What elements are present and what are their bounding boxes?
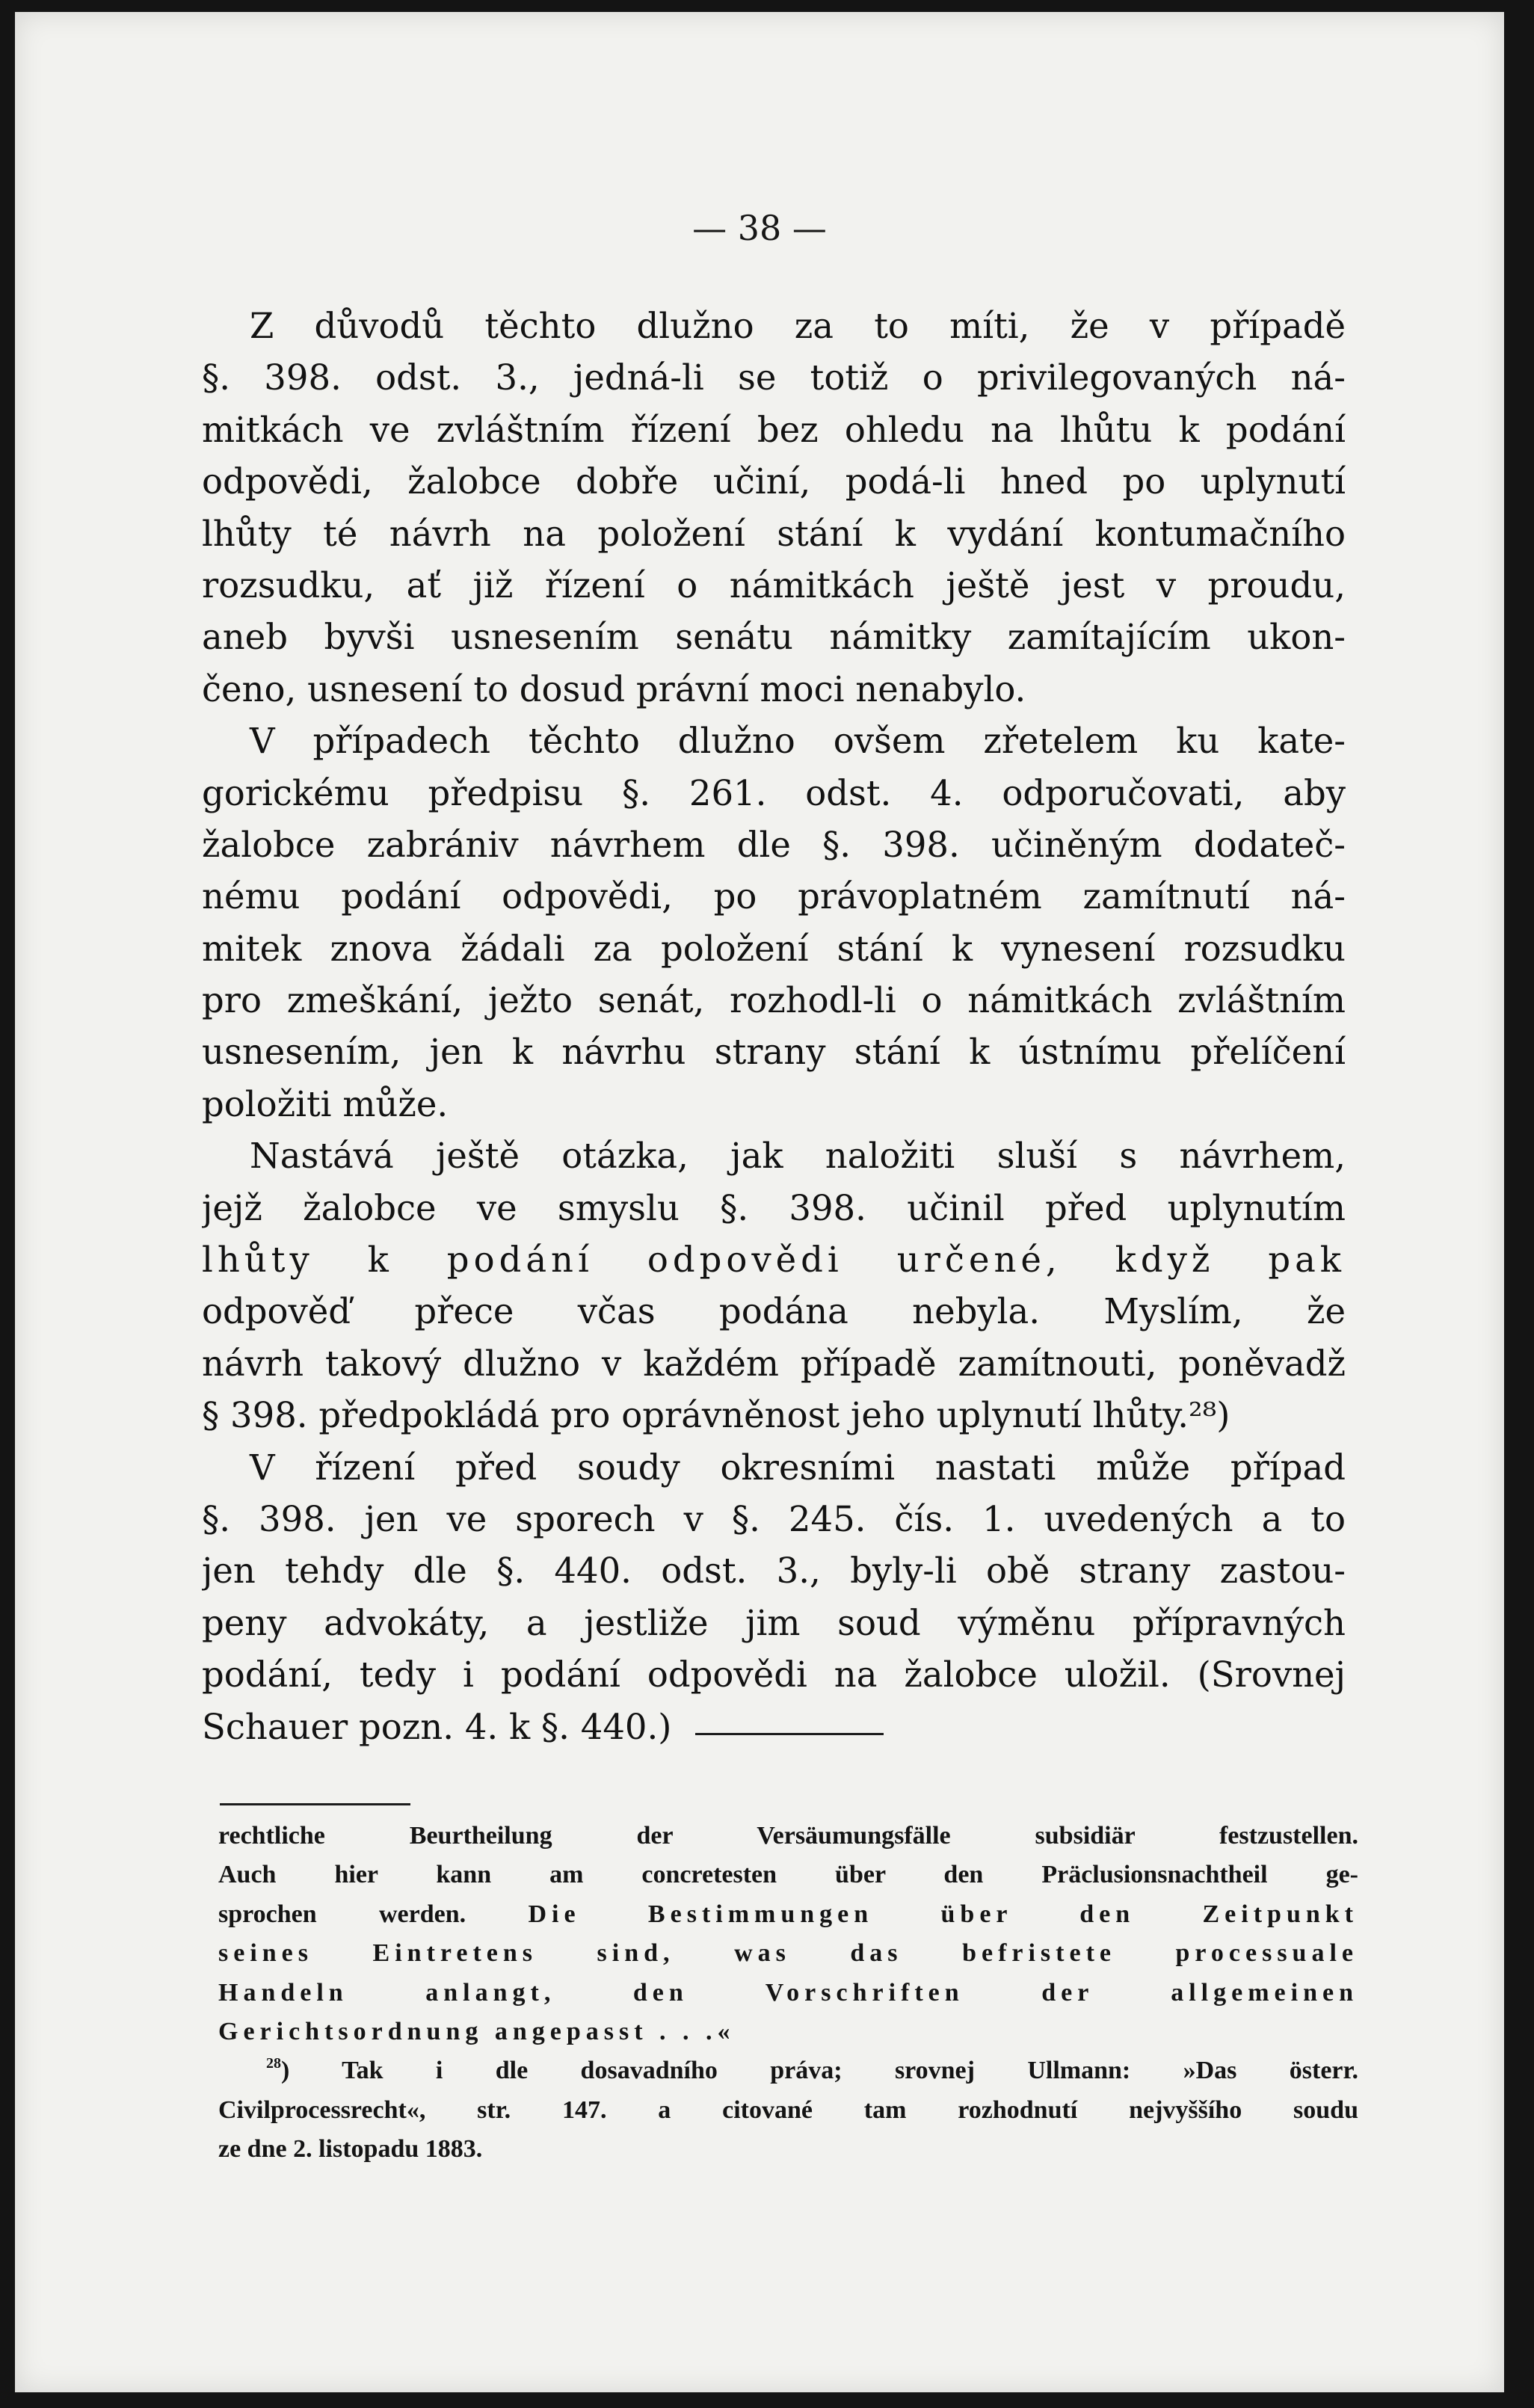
- text-line: gorickému předpisu §. 261. odst. 4. odporučovati, aby: [202, 772, 1346, 813]
- paragraph-3: [202, 1130, 1346, 1441]
- footnote-line: Civilprocessrecht«, str. 147. a citované tam rozhodnutí nejvyššího soudu: [218, 2096, 1358, 2124]
- paragraph-4: [202, 1442, 1346, 1753]
- text-line: § 398. předpokládá pro oprávněnost jeho uplynutí lhůty.²⁸): [202, 1395, 1230, 1436]
- text-line: položiti může.: [202, 1083, 449, 1124]
- page-number: — 38 —: [692, 208, 827, 248]
- text-line: lhůty té návrh na položení stání k vydání kontumačního: [202, 513, 1346, 554]
- text-line: odpovědi, žalobce dobře učiní, podá-li hned po uplynutí: [202, 461, 1346, 502]
- footnote-line: Handeln anlangt, den Vorschriften der allgemeinen: [218, 1978, 1358, 2007]
- footnote-line: seines Eintretens sind, was das befristete processuale: [218, 1939, 1358, 1968]
- text-line: peny advokáty, a jestliže jim soud výměnu přípravných: [202, 1602, 1346, 1643]
- text-line: Nastává ještě otázka, jak naložiti sluší s návrhem,: [250, 1136, 1346, 1177]
- text-line: Z důvodů těchto dlužno za to míti, že v případě: [250, 306, 1346, 346]
- text-line: V případech těchto dlužno ovšem zřetelem ku kate-: [250, 721, 1346, 762]
- footnote-line: ze dne 2. listopadu 1883.: [218, 2135, 483, 2164]
- footnote-text: sprochen werden.: [218, 1900, 466, 1928]
- text-line: aneb byvši usnesením senátu námitky zamítajícím ukon-: [202, 617, 1346, 658]
- text-line: mitek znova žádali za položení stání k vynesení rozsudku: [202, 928, 1346, 969]
- footnote-text-spaced: Die Bestimmungen über den Zeitpunkt: [528, 1900, 1358, 1928]
- book-page: [15, 12, 1504, 2392]
- paragraph-2: [202, 715, 1346, 1130]
- footnote-line: [218, 1895, 1358, 1934]
- paragraph-1: [202, 301, 1346, 715]
- text-line: jejž žalobce ve smyslu §. 398. učinil před uplynutím: [202, 1187, 1346, 1228]
- footnote-line: Auch hier kann am concretesten über den Präclusionsnachtheil ge-: [218, 1861, 1358, 1889]
- footnote-line: rechtliche Beurtheilung der Versäumungsfälle subsidiär festzustellen.: [218, 1822, 1358, 1850]
- text-line: §. 398. jen ve sporech v §. 245. čís. 1. uvedených a to: [202, 1498, 1346, 1539]
- footnote-28: [218, 2051, 1358, 2090]
- text-line: podání, tedy i podání odpovědi na žalobce uložil. (Srovnej: [202, 1654, 1346, 1696]
- text-line: odpověď přece včas podána nebyla. Myslím, že: [202, 1291, 1346, 1332]
- text-line: lhůty k podání odpovědi určené, když pak: [202, 1240, 1346, 1281]
- text-line: čeno, usnesení to dosud právní moci nenabylo.: [202, 668, 1026, 709]
- footnote-divider: [220, 1803, 410, 1805]
- text-line: návrh takový dlužno v každém případě zamítnouti, poněvadž: [202, 1343, 1346, 1384]
- text-line: mitkách ve zvláštním řízení bez ohledu na lhůtu k podání: [202, 409, 1346, 450]
- section-divider: [695, 1733, 884, 1735]
- footnote-text: ) Tak i dle dosavadního práva; srovnej Ullmann: »Das österr.: [281, 2057, 1358, 2085]
- text-line: jen tehdy dle §. 440. odst. 3., byly-li obě strany zastou-: [202, 1551, 1346, 1592]
- footnotes: [218, 1817, 1358, 2170]
- text-line: pro zmeškání, ježto senát, rozhodl-li o námitkách zvláštním: [202, 980, 1346, 1021]
- main-text: [202, 301, 1346, 1753]
- text-line: nému podání odpovědi, po právoplatném zamítnutí ná-: [202, 876, 1346, 917]
- text-line: Schauer pozn. 4. k §. 440.): [202, 1706, 672, 1747]
- text-line: V řízení před soudy okresními nastati může případ: [250, 1447, 1346, 1488]
- text-line: žalobce zabrániv návrhem dle §. 398. učiněným dodateč-: [202, 824, 1346, 865]
- text-line: usnesením, jen k návrhu strany stání k ústnímu přelíčení: [202, 1032, 1346, 1073]
- text-line: §. 398. odst. 3., jedná-li se totiž o privilegovaných ná-: [202, 357, 1346, 398]
- footnote-line: Gerichtsordnung angepasst . . .«: [218, 2017, 736, 2045]
- text-line: rozsudku, ať již řízení o námitkách ještě jest v proudu,: [202, 564, 1346, 606]
- footnote-mark: 28: [266, 2055, 281, 2072]
